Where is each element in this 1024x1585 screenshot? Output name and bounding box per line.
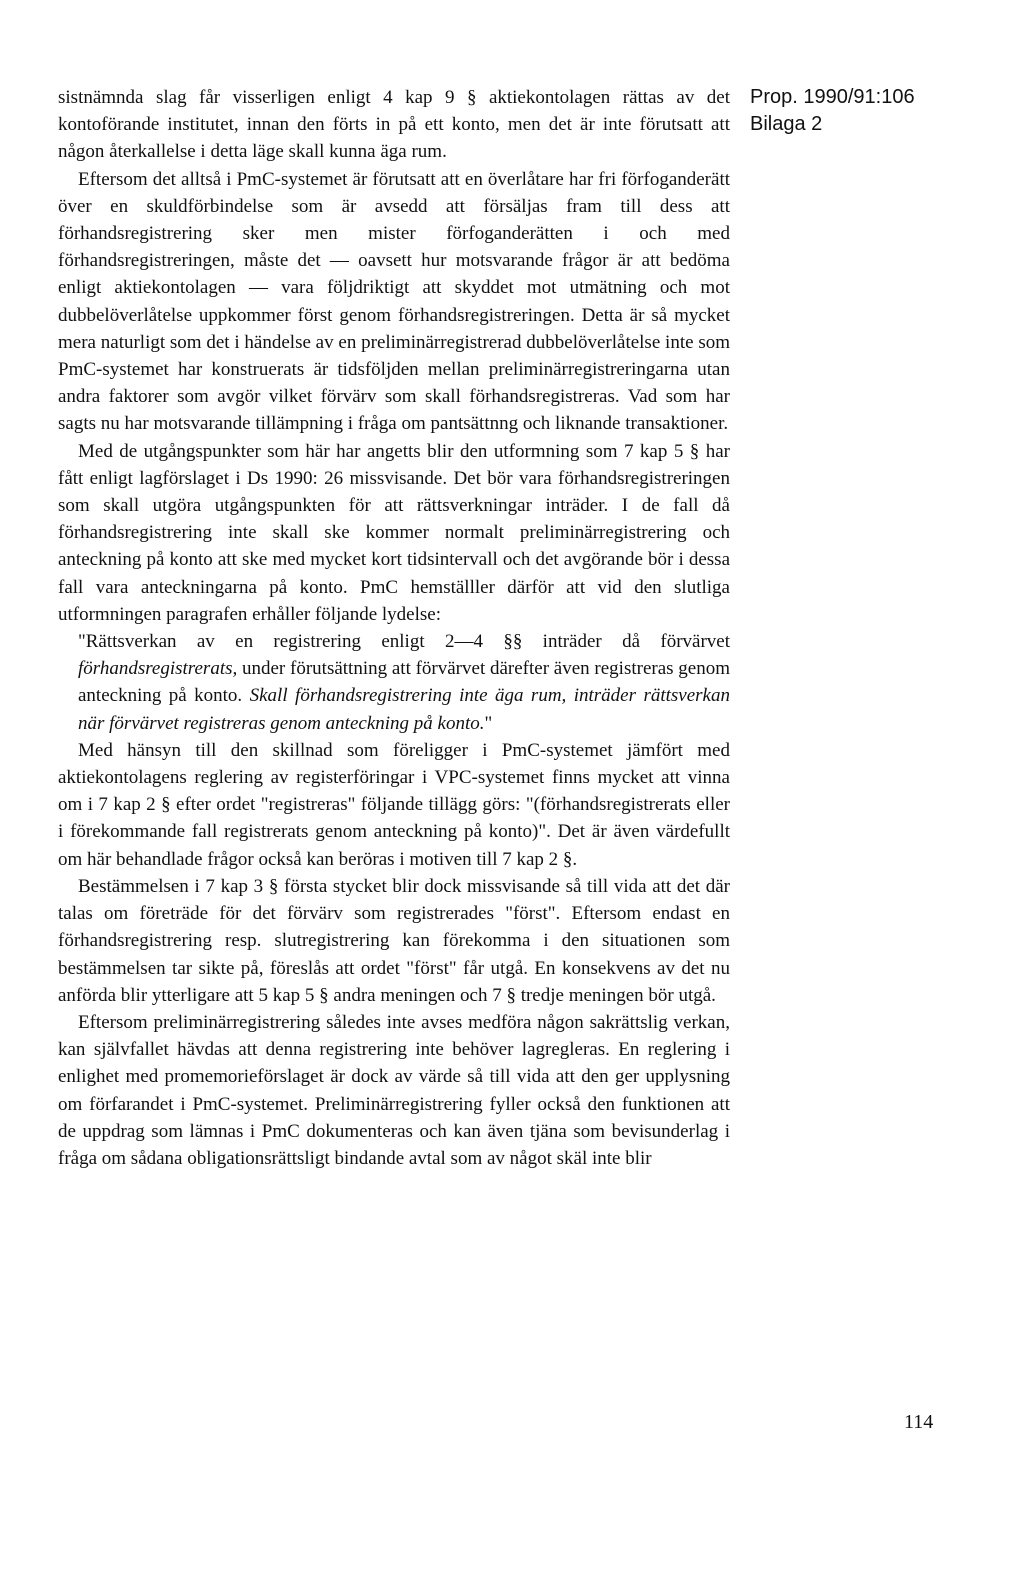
paragraph-6: Eftersom preliminärregistrering således inte avses medföra någon sakrättslig verkan, kan självfallet hävdas att denna registrering inte behöver lagregleras. En reglering i enlighet med promemorieförslaget är dock av värde så till vida att den ger upplysning om förfarandet i PmC-systemet. Preliminärregistrering fyller också den funktionen att de uppdrag som lämnas i PmC dokumenteras och kan även tjäna som bevisunderlag i fråga om sådana obligationsrättsligt bindande avtal som av något skäl inte blir [58, 1011, 730, 1169]
main-text-column [58, 84, 730, 1172]
paragraph-5: Bestämmelsen i 7 kap 3 § första stycket blir dock missvisande så till vida att det där talas om företräde för det förvärv som registrerades "först". Eftersom endast en förhandsregistrering resp. slutregistrering kan förekomma i den situationen som bestämmelsen tar sikte på, föreslås att ordet "först" får utgå. En konsekvens av det nu anförda blir ytterligare att 5 kap 5 § andra meningen och 7 § tredje meningen bör utgå. [58, 875, 730, 1006]
page-number: 114 [904, 1411, 934, 1433]
quote-part-5: " [484, 712, 493, 734]
quoted-provision [78, 628, 730, 737]
quote-part-4: Skall förhandsregistrering inte äga rum, inträder rättsverkan när förvärvet registreras genom anteckning på konto. [78, 685, 730, 734]
paragraph-3: Med de utgångspunkter som här har angetts blir den utformning som 7 kap 5 § har fått enligt lagförslaget i Ds 1990: 26 missvisande. Det bör vara förhandsregistreringen som skall utgöra utgångspunkten för att rättsverkningar inträder. I de fall då förhandsregistrering inte skall ske kommer normalt preliminärregistrering och anteckning på konto att ske med mycket kort tidsintervall och det avgörande bör i dessa fall vara anteckningarna på konto. PmC hemställler därför att vid den slutliga utformningen paragrafen erhåller följande lydelse: [58, 440, 730, 625]
quote-part-2: förhandsregistrerats, [78, 658, 238, 680]
margin-reference [750, 84, 915, 138]
quote-part-1: "Rättsverkan av en registrering enligt 2—4 §§ inträder då förvärvet [78, 631, 730, 653]
proposition-reference: Prop. 1990/91:106 [750, 86, 915, 108]
paragraph-1: sistnämnda slag får visserligen enligt 4 kap 9 § aktiekontolagen rättas av det kontoförande institutet, innan den förts in på ett konto, men det är inte förutsatt att någon återkallelse i detta läge skall kunna äga rum. [58, 87, 730, 163]
appendix-reference: Bilaga 2 [750, 113, 823, 135]
paragraph-4: Med hänsyn till den skillnad som föreligger i PmC-systemet jämfört med aktiekontolagens reglering av registerföringar i VPC-systemet finns mycket att vinna om i 7 kap 2 § efter ordet "registreras" följande tillägg görs: "(förhandsregistrerats eller i förekommande fall registrerats genom anteckning på konto)". Det är även värdefullt om här behandlade frågor också kan beröras i motiven till 7 kap 2 §. [58, 739, 730, 870]
quote-part-3: under förutsättning att förvärvet därefter även registreras genom anteckning på konto. [78, 658, 730, 707]
paragraph-2: Eftersom det alltså i PmC-systemet är förutsatt att en överlåtare har fri förfoganderätt över en skuldförbindelse som är avsedd att försäljas fram till dess att förhandsregistrering sker men mister förfoganderätten i och med förhandsregistreringen, måste det — oavsett hur motsvarande frågor är att bedöma enligt aktiekontolagen — vara följdriktigt att skyddet mot utmätning och mot dubbelöverlåtelse uppkommer först genom förhandsregistreringen. Detta är så mycket mera naturligt som det i händelse av en preliminärregistrerad dubbelöverlåtelse inte som PmC-systemet har konstruerats är tidsföljden mellan preliminärregistreringarna utan andra faktorer som avgör vilket förvärv som skall förhandsregistreras. Vad som har sagts nu har motsvarande tillämpning i fråga om pantsättnng och liknande transaktioner. [58, 168, 730, 435]
